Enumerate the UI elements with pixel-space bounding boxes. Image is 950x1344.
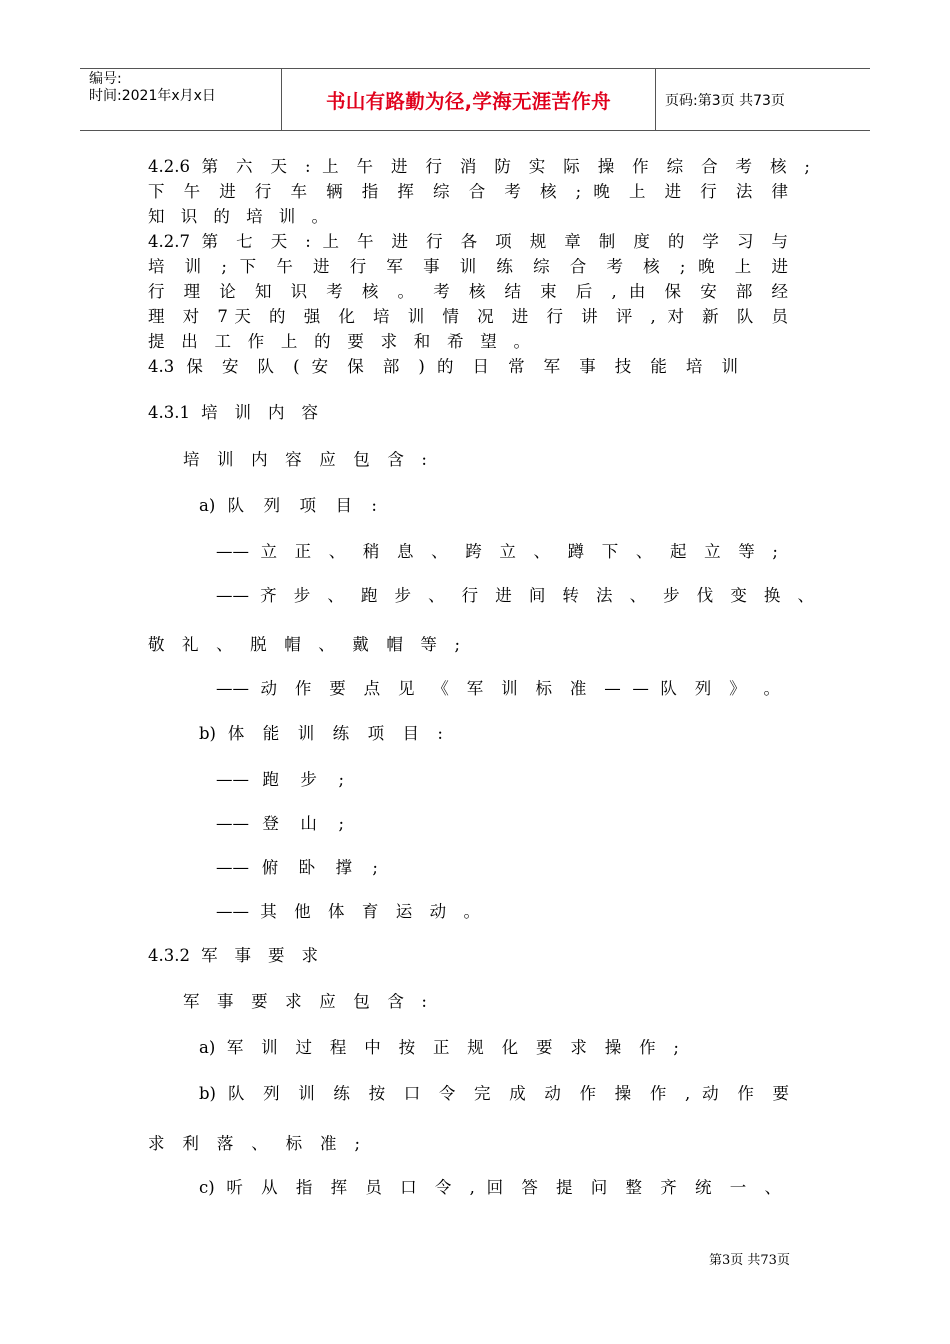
- header-motto: 书山有路勤为径,学海无涯苦作舟: [282, 69, 656, 130]
- list-item: —— 动 作 要 点 见 《 军 训 标 准 — — 队 列 》 。: [216, 679, 780, 698]
- text-line: 4.2.6 第 六 天 : 上 午 进 行 消 防 实 际 操 作 综 合 考 核 ;: [148, 157, 810, 176]
- list-item: b) 队 列 训 练 按 口 令 完 成 动 作 操 作 , 动 作 要: [199, 1084, 789, 1103]
- section-heading: 4.3 保 安 队 ( 安 保 部 ) 的 日 常 军 事 技 能 培 训: [148, 357, 738, 376]
- list-item: —— 登 山 ;: [216, 814, 344, 833]
- list-item: —— 其 他 体 育 运 动 。: [216, 902, 480, 921]
- document-date-label: 时间:2021年x月x日: [89, 88, 216, 104]
- text-line: 培 训 ; 下 午 进 行 军 事 训 练 综 合 考 核 ; 晚 上 进: [148, 257, 788, 276]
- text-line: 提 出 工 作 上 的 要 求 和 希 望 。: [148, 332, 530, 351]
- list-item-label: b) 体 能 训 练 项 目 :: [199, 724, 443, 743]
- text-line: 4.2.7 第 七 天 : 上 午 进 行 各 项 规 章 制 度 的 学 习 与: [148, 232, 788, 251]
- text-line: 下 午 进 行 车 辆 指 挥 综 合 考 核 ; 晚 上 进 行 法 律: [148, 182, 788, 201]
- text-line: 理 对 7天 的 强 化 培 训 情 况 进 行 讲 评 , 对 新 队 员: [148, 307, 788, 326]
- page-footer: 第3页 共73页: [709, 1253, 790, 1268]
- list-item: —— 立 正 、 稍 息 、 跨 立 、 蹲 下 、 起 立 等 ;: [216, 542, 778, 561]
- document-number-label: 编号:: [89, 71, 122, 87]
- list-item: a) 军 训 过 程 中 按 正 规 化 要 求 操 作 ;: [199, 1038, 679, 1057]
- header-meta: [80, 69, 282, 130]
- text-line: 培 训 内 容 应 包 含 :: [183, 450, 427, 469]
- page-header: [80, 68, 870, 131]
- list-item: —— 俯 卧 撑 ;: [216, 858, 378, 877]
- list-item-label: a) 队 列 项 目 :: [199, 496, 377, 515]
- list-item-continuation: 敬 礼 、 脱 帽 、 戴 帽 等 ;: [148, 635, 460, 654]
- subsection-heading: 4.3.1 培 训 内 容: [148, 403, 318, 422]
- list-item: —— 跑 步 ;: [216, 770, 344, 789]
- text-line: 知 识 的 培 训 。: [148, 207, 328, 226]
- list-item-continuation: 求 利 落 、 标 准 ;: [148, 1134, 360, 1153]
- text-line: 军 事 要 求 应 包 含 :: [183, 992, 427, 1011]
- list-item: c) 听 从 指 挥 员 口 令 , 回 答 提 问 整 齐 统 一 、: [199, 1178, 781, 1197]
- subsection-heading: 4.3.2 军 事 要 求: [148, 946, 318, 965]
- header-page-number: 页码:第3页 共73页: [665, 92, 785, 109]
- text-line: 行 理 论 知 识 考 核 。 考 核 结 束 后 , 由 保 安 部 经: [148, 282, 788, 301]
- list-item: —— 齐 步 、 跑 步 、 行 进 间 转 法 、 步 伐 变 换 、: [216, 586, 814, 605]
